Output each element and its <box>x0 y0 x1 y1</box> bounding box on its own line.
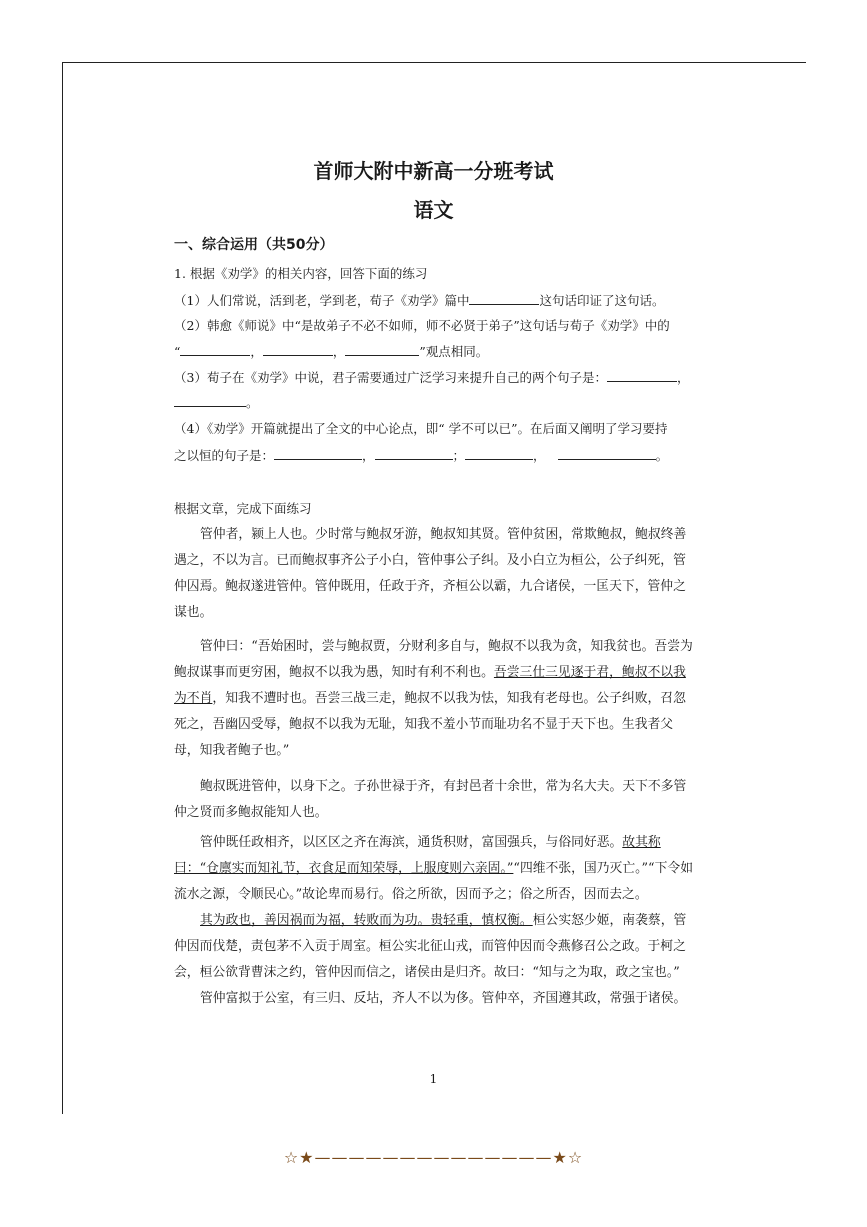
subject-title: 语文 <box>413 198 454 222</box>
passage-paragraph-6: 管仲富拟于公室，有三归、反坫，齐人不以为侈。管仲卒，齐国遵其政，常强于诸侯。 <box>200 991 687 1006</box>
passage-text: 桓公实怒少姬，南袭蔡，管仲因而伐楚，责包茅不入贡于周室。桓公实北征山戎，而管仲因而令燕修召公之政。于柯之会，桓公欲背曹沫之约，管仲因而信之，诸侯由是归齐。故曰：“知与之为取，政之宝也。” <box>174 913 687 980</box>
punct: 。 <box>246 395 259 410</box>
question-1-2-line1: （2）韩愈《师说》中“是故弟子不必不如师，师不必贤于弟子”这句话与荀子《劝学》中的 <box>174 318 670 333</box>
section-heading: 一、综合运用（共50分） <box>174 237 334 253</box>
question-1-1 <box>174 292 664 309</box>
question-1-3-line2 <box>174 394 259 411</box>
question-text: （1）人们常说，活到老，学到老，荀子《劝学》篇中 <box>174 293 470 308</box>
answer-blank[interactable] <box>345 343 419 356</box>
exam-title: 首师大附中新高一分班考试 <box>313 159 554 183</box>
passage-paragraph-2 <box>174 634 698 764</box>
passage-text: “四维不张，国乃灭亡。”“下令如流水之源，令顺民心。”故论卑而易行。俗之所欲，因而予之；俗之所否，因而去之。 <box>174 861 693 902</box>
footer-ornament: ☆★——————————————★☆ <box>283 1148 584 1167</box>
passage-text: ，知我不遭时也。吾尝三战三走，鲍叔不以我为怯，知我有老母也。公子纠败，召忽死之，吾幽囚受辱，鲍叔不以我为无耻，知我不羞小节而耻功名不显于天下也。生我者父母，知我者鲍子也。” <box>174 691 686 758</box>
quote-open: “ <box>174 344 181 359</box>
punct: ， <box>533 448 546 463</box>
underlined-sentence: 其为政也，善因祸而为福，转败而为功。贵轻重，慎权衡。 <box>200 913 533 928</box>
answer-blank[interactable] <box>469 292 539 305</box>
question-text: 之以恒的句子是： <box>174 448 275 463</box>
passage-paragraph-3: 鲍叔既进管仲，以身下之。子孙世禄于齐，有封邑者十余世，常为名大夫。天下不多管仲之贤而多鲍叔能知人也。 <box>174 779 687 820</box>
punct: ， <box>332 344 346 359</box>
question-text: ”观点相同。 <box>419 344 489 359</box>
underlined-sentence: 吾尝三仕三见逐于君，鲍叔不以我为不肖 <box>174 665 686 706</box>
passage-paragraph-1: 管仲者，颍上人也。少时常与鲍叔牙游，鲍叔知其贤。管仲贫困，常欺鲍叔，鲍叔终善遇之，不以为言。已而鲍叔事齐公子小白，管仲事公子纠。及小白立为桓公，公子纠死，管仲囚焉。鲍叔遂进管仲。管仲既用，任政于齐，齐桓公以霸，九合诸侯，一匡天下，管仲之谋也。 <box>174 527 687 620</box>
question-text: （3）荀子在《劝学》中说，君子需要通过广泛学习来提升自己的两个句子是： <box>174 370 607 385</box>
passage-paragraph-4 <box>174 830 698 908</box>
top-border-rule <box>62 62 806 63</box>
question-1-4-line1: （4）《劝学》开篇就提出了全文的中心论点，即“ 学不可以已”。在后面又阐明了学习要持 <box>174 421 668 436</box>
punct: ； <box>452 448 466 463</box>
answer-blank[interactable] <box>375 447 453 460</box>
answer-blank[interactable] <box>174 394 246 407</box>
answer-blank[interactable] <box>465 447 533 460</box>
underlined-sentence: 故其称曰：“仓廪实而知礼节，衣食足而知荣辱，上服度则六亲固。” <box>174 835 661 876</box>
passage-text: 管仲曰：“吾始困时，尝与鲍叔贾，分财利多自与，鲍叔不以我为贪，知我贫也。吾尝为鲍叔谋事而更穷困，鲍叔不以我为愚，知时有利不利也。 <box>174 639 693 680</box>
reading-intro: 根据文章，完成下面练习 <box>174 501 312 516</box>
passage-paragraph-5 <box>174 908 698 986</box>
answer-blank[interactable] <box>180 343 250 356</box>
punct: ， <box>250 344 263 359</box>
answer-blank[interactable] <box>607 369 677 382</box>
punct: 。 <box>655 448 669 463</box>
question-1-2-line2 <box>174 343 488 360</box>
question-1-4-line2 <box>174 447 668 464</box>
question-1-intro: 1. 根据《劝学》的相关内容，回答下面的练习 <box>174 266 428 281</box>
page-number: 1 <box>429 1072 438 1086</box>
question-1-3-line1 <box>174 369 689 386</box>
question-text: 这句话印证了这句话。 <box>539 293 665 308</box>
answer-blank[interactable] <box>558 447 656 460</box>
passage-text: 管仲既任政相齐，以区区之齐在海滨，通货积财，富国强兵，与俗同好恶。 <box>200 835 623 850</box>
answer-blank[interactable] <box>263 343 333 356</box>
answer-blank[interactable] <box>274 447 362 460</box>
punct: ， <box>676 370 690 385</box>
punct: ， <box>362 448 375 463</box>
